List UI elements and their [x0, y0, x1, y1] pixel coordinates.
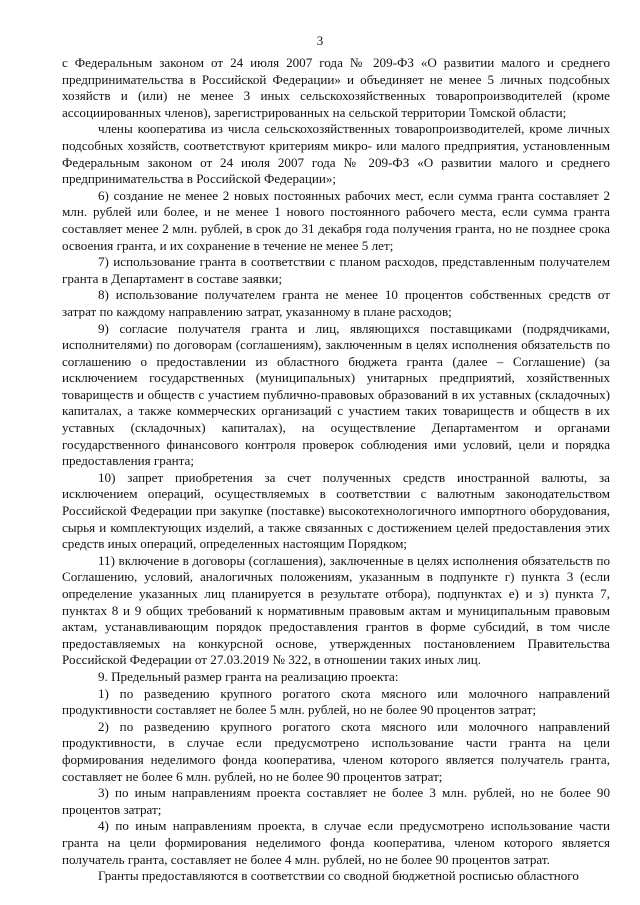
- paragraph: 11) включение в договоры (соглашения), заключенные в целях исполнения обязательств по Соглашению, условий, аналогичных положениям, указанным в подпункте г) пункта 3 (если определение указанных лиц планируется в результате отбора), подпунктах е) и з) пункта 7, пунктах 8 и 9 общих требований к нормативным правовым актам и муниципальным правовым актам, устанавливающим порядок предоставления грантов в форме субсидий, в том числе предоставляемых на конкурсной основе, утвержденных постановлением Правительства Российской Федерации от 27.03.2019 № 322, в отношении таких иных лиц.: [62, 552, 610, 668]
- paragraph: 4) по иным направлениям проекта, в случае если предусмотрено использование части гранта на цели формирования неделимого фонда кооператива, членом которого является получатель гранта, составляет не более 4 млн. рублей, но не более 90 процентов затрат.: [62, 818, 610, 867]
- paragraph: 6) создание не менее 2 новых постоянных рабочих мест, если сумма гранта составляет 2 млн. рублей или более, и не менее 1 нового постоянного рабочего места, если сумма гранта составляет менее 2 млн. рублей, в срок до 31 декабря года получения гранта, но не позднее срока освоения гранта, и их сохранение в течение не менее 5 лет;: [62, 187, 610, 253]
- document-body: [62, 55, 610, 885]
- paragraph: 7) использование гранта в соответствии с планом расходов, представленным получателем гранта в Департамент в составе заявки;: [62, 254, 610, 286]
- paragraph: 10) запрет приобретения за счет полученных средств иностранной валюты, за исключением операций, осуществляемых в соответствии с валютным законодательством Российской Федерации при закупке (поставке) высокотехнологичного импортного оборудования, сырья и комплектующих изделий, а также связанных с достижением целей предоставления этих средств иных операций, определенных настоящим Порядком;: [62, 469, 610, 552]
- paragraph: члены кооператива из числа сельскохозяйственных товаропроизводителей, кроме личных подсобных хозяйств, соответствуют критериям микро- или малого предприятия, установленным Федеральным законом от 24 июля 2007 года № 209-ФЗ «О развитии малого и среднего предпринимательства в Российской Федерации»;: [62, 121, 610, 187]
- paragraph: 8) использование получателем гранта не менее 10 процентов собственных средств от затрат по каждому направлению затрат, указанному в плане расходов;: [62, 287, 610, 319]
- paragraph: 3) по иным направлениям проекта составляет не более 3 млн. рублей, но не более 90 процентов затрат;: [62, 785, 610, 817]
- paragraph: 1) по разведению крупного рогатого скота мясного или молочного направлений продуктивности составляет не более 5 млн. рублей, но не более 90 процентов затрат;: [62, 685, 610, 718]
- paragraph: 9) согласие получателя гранта и лиц, являющихся поставщиками (подрядчиками, исполнителями) по договорам (соглашениям), заключенным в целях исполнения обязательств по соглашению о предоставлении из областного бюджета гранта (далее – Соглашение) (за исключением государственных (муниципальных) унитарных предприятий, хозяйственных товариществ и обществ с участием публично-правовых образований в их уставных (складочных) капиталах, а также коммерческих организаций с участием таких товариществ и обществ в их уставных (складочных) капиталах), на осуществление Департаментом и органами государственного финансового контроля проверок соблюдения ими условий, цели и порядка предоставления гранта;: [62, 320, 610, 469]
- paragraph: Гранты предоставляются в соответствии со сводной бюджетной росписью областного: [98, 868, 579, 884]
- paragraph: 2) по разведению крупного рогатого скота мясного или молочного направлений продуктивности, в случае если предусмотрено использование части гранта на цели формирования неделимого фонда кооператива, членом которого является получатель гранта, составляет не более 6 млн. рублей, но не более 90 процентов затрат;: [62, 718, 610, 784]
- paragraph: с Федеральным законом от 24 июля 2007 года № 209-ФЗ «О развитии малого и среднего предпринимательства в Российской Федерации» и объединяет не менее 5 личных подсобных хозяйств и (или) не менее 3 иных сельскохозяйственных товаропроизводителей (кроме ассоциированных членов), зарегистрированных на сельской территории Томской области;: [62, 55, 610, 120]
- section-heading: 9. Предельный размер гранта на реализацию проекта:: [98, 668, 399, 684]
- page-number: 3: [316, 33, 324, 48]
